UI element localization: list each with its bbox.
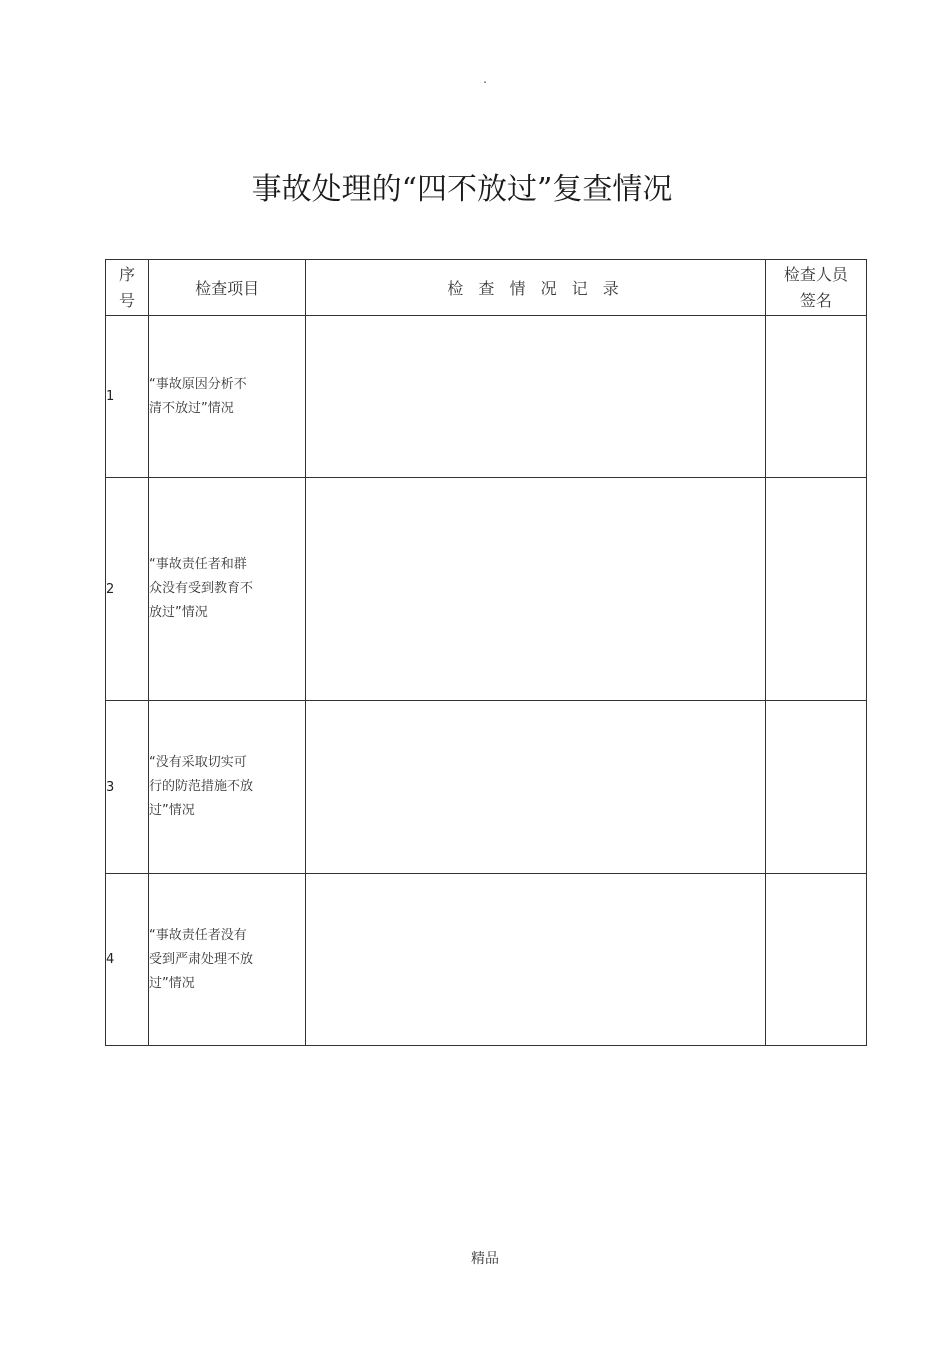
row-record-cell[interactable] — [306, 874, 766, 1046]
header-item: 检查项目 — [149, 260, 306, 316]
table-row — [106, 478, 867, 701]
row-item — [149, 478, 306, 701]
row-item-line: 受到严肃处理不放 — [149, 951, 254, 967]
header-seq — [106, 260, 149, 316]
row-record-cell[interactable] — [306, 701, 766, 874]
header-mark: . — [483, 72, 487, 86]
row-sign-cell[interactable] — [765, 701, 866, 874]
table-row — [106, 316, 867, 478]
row-sign-cell[interactable] — [765, 478, 866, 701]
row-item — [149, 701, 306, 874]
page-title: 事故处理的“四不放过”复查情况 — [251, 172, 673, 207]
row-record-cell[interactable] — [306, 478, 766, 701]
row-item-line: 放过”情况 — [149, 605, 208, 620]
table-row — [106, 701, 867, 874]
row-seq: 3 — [106, 701, 149, 874]
row-item-line: 清不放过”情况 — [149, 400, 234, 416]
row-item — [149, 316, 306, 478]
row-item-line: 众没有受到教育不 — [149, 581, 254, 596]
header-seq-line2: 号 — [119, 290, 136, 310]
row-item-line: “事故原因分析不 — [149, 376, 247, 392]
row-item — [149, 874, 306, 1046]
row-item-line: “事故责任者和群 — [149, 557, 247, 572]
row-item-line: “事故责任者没有 — [149, 927, 247, 943]
row-item-line: 过”情况 — [149, 803, 195, 818]
row-sign-cell[interactable] — [765, 316, 866, 478]
row-seq: 4 — [106, 874, 149, 1046]
header-sign-line2: 签名 — [799, 290, 832, 310]
header-record: 检 查 情 况 记 录 — [306, 260, 766, 316]
header-seq-line1: 序 — [119, 264, 136, 284]
row-sign-cell[interactable] — [765, 874, 866, 1046]
row-item-line: “没有采取切实可 — [149, 755, 247, 770]
row-item-line: 行的防范措施不放 — [149, 779, 254, 794]
footer-text: 精品 — [471, 1251, 499, 1267]
header-sign-line1: 检查人员 — [783, 264, 848, 284]
row-record-cell[interactable] — [306, 316, 766, 478]
table-row — [106, 874, 867, 1046]
row-seq: 1 — [106, 316, 149, 478]
table-header-row — [106, 260, 867, 316]
row-seq: 2 — [106, 478, 149, 701]
review-table — [105, 259, 867, 1046]
header-sign — [765, 260, 866, 316]
row-item-line: 过”情况 — [149, 975, 195, 991]
